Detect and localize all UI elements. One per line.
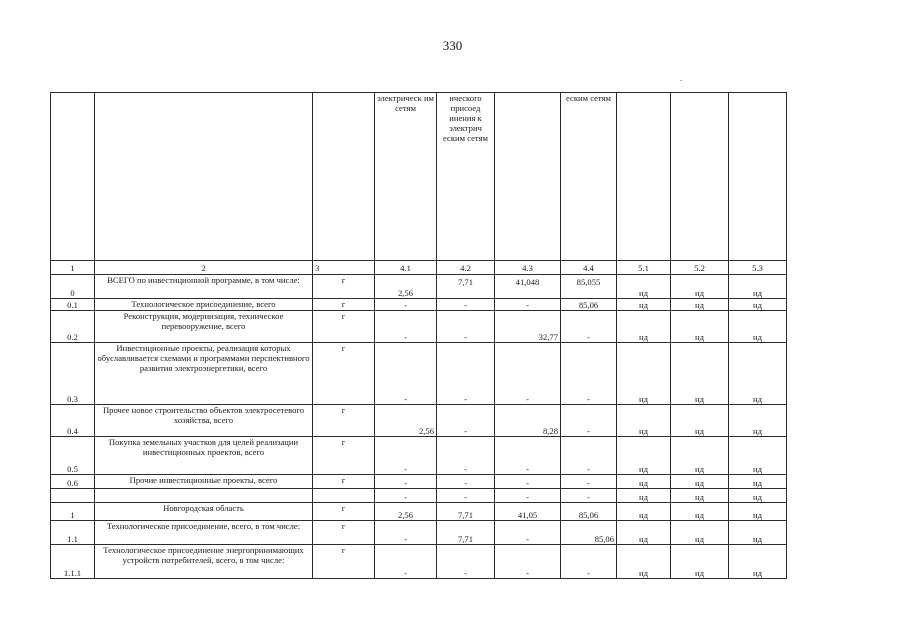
- value-cell: -: [375, 521, 437, 545]
- header-cell: ического присоед инения к электрич еским сетям: [437, 93, 495, 261]
- value-cell: -: [375, 475, 437, 489]
- row-name: Покупка земельных участков для целей реализации инвестиционных проектов, всего: [95, 437, 313, 475]
- column-number: 4.3: [495, 261, 561, 275]
- row-code: 1.1: [51, 521, 95, 545]
- value-cell: -: [495, 521, 561, 545]
- row-name: [95, 489, 313, 503]
- row-code: 0.6: [51, 475, 95, 489]
- nd-cell: нд: [617, 437, 671, 475]
- table-row: [51, 521, 787, 545]
- nd-cell: нд: [671, 311, 729, 343]
- nd-cell: нд: [617, 521, 671, 545]
- table-row: [51, 275, 787, 299]
- header-cell: [729, 93, 787, 261]
- nd-cell: нд: [729, 275, 787, 299]
- row-code: 0.3: [51, 343, 95, 405]
- table-row: [51, 437, 787, 475]
- value-cell: -: [375, 489, 437, 503]
- value-cell: -: [495, 437, 561, 475]
- value-cell: -: [437, 545, 495, 579]
- value-cell: -: [437, 489, 495, 503]
- nd-cell: нд: [671, 405, 729, 437]
- value-cell: -: [375, 437, 437, 475]
- header-cell: электрическ им сетям: [375, 93, 437, 261]
- page-number: 330: [442, 38, 463, 53]
- nd-cell: нд: [617, 299, 671, 311]
- value-cell: -: [495, 299, 561, 311]
- value-cell: -: [561, 311, 617, 343]
- header-cell: [51, 93, 95, 261]
- nd-cell: нд: [729, 343, 787, 405]
- nd-cell: нд: [617, 489, 671, 503]
- row-code: 0.2: [51, 311, 95, 343]
- nd-cell: нд: [617, 545, 671, 579]
- nd-cell: нд: [671, 545, 729, 579]
- nd-cell: нд: [617, 343, 671, 405]
- row-name: Реконструкция, модернизация, техническое перевооружение, всего: [95, 311, 313, 343]
- row-code: 0.5: [51, 437, 95, 475]
- column-number: 5.1: [617, 261, 671, 275]
- nd-cell: нд: [671, 475, 729, 489]
- row-unit: г: [313, 475, 375, 489]
- value-cell: 2,56: [375, 275, 437, 299]
- table-row: [51, 343, 787, 405]
- column-number: 1: [51, 261, 95, 275]
- column-number: 5.3: [729, 261, 787, 275]
- row-unit: г: [313, 545, 375, 579]
- row-name: Технологическое присоединение, всего: [95, 299, 313, 311]
- value-cell: 7,71: [437, 503, 495, 521]
- value-cell: -: [437, 343, 495, 405]
- value-cell: -: [437, 437, 495, 475]
- value-cell: -: [437, 475, 495, 489]
- investment-program-table: [50, 92, 787, 579]
- table-row: [51, 545, 787, 579]
- column-number: 4.4: [561, 261, 617, 275]
- nd-cell: нд: [617, 275, 671, 299]
- value-cell: 7,71: [437, 521, 495, 545]
- row-code: 1: [51, 503, 95, 521]
- value-cell: -: [561, 489, 617, 503]
- nd-cell: нд: [729, 545, 787, 579]
- nd-cell: нд: [729, 311, 787, 343]
- column-number: 5.2: [671, 261, 729, 275]
- row-name: Технологическое присоединение, всего, в том числе:: [95, 521, 313, 545]
- nd-cell: нд: [729, 521, 787, 545]
- value-cell: -: [561, 545, 617, 579]
- value-cell: -: [437, 311, 495, 343]
- value-cell: 85,055: [561, 275, 617, 299]
- value-cell: -: [495, 545, 561, 579]
- row-code: 0: [51, 275, 95, 299]
- row-unit: г: [313, 343, 375, 405]
- row-code: 0.4: [51, 405, 95, 437]
- nd-cell: нд: [671, 343, 729, 405]
- column-number: 3: [313, 261, 375, 275]
- row-unit: г: [313, 311, 375, 343]
- value-cell: -: [561, 405, 617, 437]
- value-cell: 32,77: [495, 311, 561, 343]
- column-number-row: [51, 261, 787, 275]
- row-unit: г: [313, 521, 375, 545]
- header-cell: [313, 93, 375, 261]
- value-cell: -: [375, 299, 437, 311]
- column-number: 4.2: [437, 261, 495, 275]
- row-unit: [313, 489, 375, 503]
- table-row: [51, 475, 787, 489]
- nd-cell: нд: [617, 475, 671, 489]
- value-cell: -: [561, 437, 617, 475]
- table-row: [51, 489, 787, 503]
- value-cell: 2,56: [375, 503, 437, 521]
- row-name: Новгородская область: [95, 503, 313, 521]
- table-row: [51, 311, 787, 343]
- column-number: 4.1: [375, 261, 437, 275]
- value-cell: -: [375, 545, 437, 579]
- row-unit: г: [313, 299, 375, 311]
- table-row: [51, 405, 787, 437]
- scan-speck: [680, 80, 682, 81]
- value-cell: 41,05: [495, 503, 561, 521]
- value-cell: 85,06: [561, 521, 617, 545]
- value-cell: 41,048: [495, 275, 561, 299]
- nd-cell: нд: [729, 503, 787, 521]
- row-name: Прочее новое строительство объектов электросетевого хозяйства, всего: [95, 405, 313, 437]
- value-cell: -: [437, 299, 495, 311]
- nd-cell: нд: [671, 521, 729, 545]
- header-cell: [95, 93, 313, 261]
- header-cell: [495, 93, 561, 261]
- column-number: 2: [95, 261, 313, 275]
- nd-cell: нд: [729, 489, 787, 503]
- value-cell: 2,56: [375, 405, 437, 437]
- value-cell: 85,06: [561, 299, 617, 311]
- nd-cell: нд: [671, 503, 729, 521]
- row-name: Инвестиционные проекты, реализация которых обуславливается схемами и программами перспективного развития электроэнергетики, всего: [95, 343, 313, 405]
- value-cell: -: [375, 343, 437, 405]
- row-unit: г: [313, 503, 375, 521]
- row-name: Технологическое присоединение энергопринимающих устройств потребителей, всего, в том числе:: [95, 545, 313, 579]
- row-unit: г: [313, 405, 375, 437]
- value-cell: 8,28: [495, 405, 561, 437]
- header-cell: еским сетям: [561, 93, 617, 261]
- row-unit: г: [313, 437, 375, 475]
- value-cell: -: [375, 311, 437, 343]
- row-code: 0.1: [51, 299, 95, 311]
- nd-cell: нд: [671, 489, 729, 503]
- nd-cell: нд: [617, 405, 671, 437]
- nd-cell: нд: [729, 299, 787, 311]
- value-cell: 7,71: [437, 275, 495, 299]
- nd-cell: нд: [729, 437, 787, 475]
- nd-cell: нд: [671, 275, 729, 299]
- row-name: Прочие инвестиционные проекты, всего: [95, 475, 313, 489]
- row-name: ВСЕГО по инвестиционной программе, в том числе:: [95, 275, 313, 299]
- value-cell: -: [437, 405, 495, 437]
- row-code: [51, 489, 95, 503]
- value-cell: 85,06: [561, 503, 617, 521]
- value-cell: -: [561, 475, 617, 489]
- nd-cell: нд: [671, 299, 729, 311]
- header-cell: [671, 93, 729, 261]
- header-row: [51, 93, 787, 261]
- nd-cell: нд: [729, 475, 787, 489]
- value-cell: -: [495, 343, 561, 405]
- row-code: 1.1.1: [51, 545, 95, 579]
- table-row: [51, 299, 787, 311]
- value-cell: -: [561, 343, 617, 405]
- table-row: [51, 503, 787, 521]
- header-cell: [617, 93, 671, 261]
- nd-cell: нд: [671, 437, 729, 475]
- row-unit: г: [313, 275, 375, 299]
- nd-cell: нд: [729, 405, 787, 437]
- nd-cell: нд: [617, 503, 671, 521]
- nd-cell: нд: [617, 311, 671, 343]
- value-cell: -: [495, 489, 561, 503]
- value-cell: -: [495, 475, 561, 489]
